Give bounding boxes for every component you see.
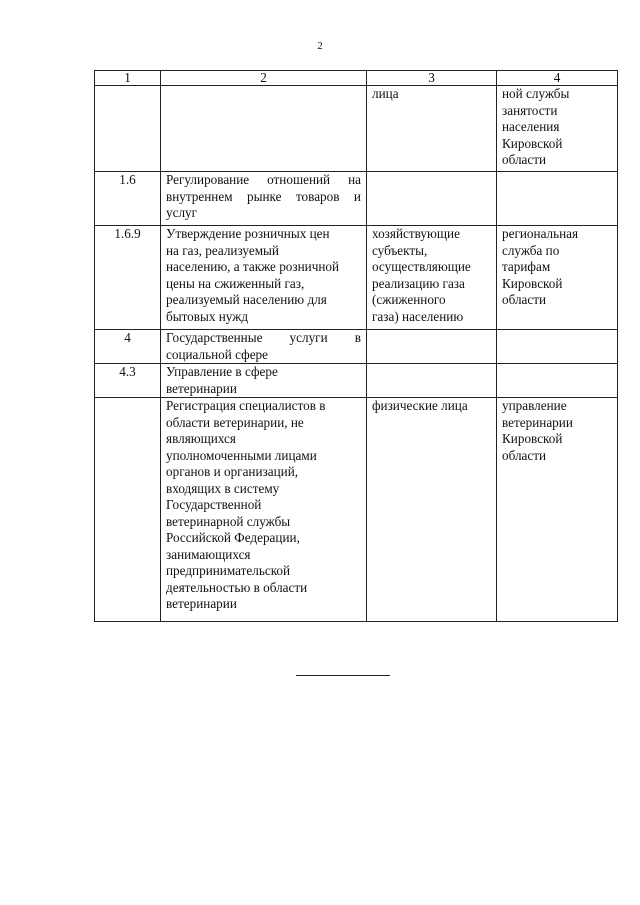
cell-line: Государственные услуги в <box>166 330 361 345</box>
cell-line: газа) населению <box>372 308 464 324</box>
row-number-cell: 4 <box>95 330 161 364</box>
cell-line: деятельностью в области <box>166 579 308 595</box>
authority-cell <box>497 86 618 172</box>
authority-cell <box>497 226 618 330</box>
cell-line: населения <box>502 119 560 134</box>
table-row <box>95 330 618 364</box>
row-number-cell <box>95 86 161 172</box>
subjects-cell <box>367 86 497 172</box>
activity-cell <box>161 172 367 226</box>
cell-line: области <box>502 152 547 167</box>
closing-rule <box>296 675 390 676</box>
table-row <box>95 364 618 398</box>
cell-line: Управление в сфере <box>166 364 278 379</box>
cell-line: внутреннем рынке товаров и <box>166 188 361 204</box>
authority-cell <box>497 330 618 364</box>
cell-line: Кировской <box>502 135 563 151</box>
cell-line: лица <box>372 86 399 101</box>
table-header-row <box>95 71 618 86</box>
cell-line: Российской Федерации, <box>166 530 300 545</box>
table-row <box>95 398 618 622</box>
cell-line: Кировской <box>502 431 563 446</box>
cell-line: занимающихся <box>166 546 251 562</box>
activity-cell <box>161 330 367 364</box>
column-header: 1 <box>95 71 161 86</box>
cell-line: услуг <box>166 205 198 220</box>
cell-line: (сжиженного <box>372 292 446 307</box>
cell-line: области <box>502 292 547 307</box>
cell-line: ветеринарии <box>166 380 237 396</box>
subjects-cell <box>367 226 497 330</box>
activity-cell <box>161 86 367 172</box>
cell-line: предпринимательской <box>166 563 291 578</box>
cell-line: ветеринарии <box>166 596 237 611</box>
cell-line: органов и организаций, <box>166 464 299 479</box>
cell-line: на газ, реализуемый <box>166 242 279 258</box>
table-row <box>95 86 618 172</box>
cell-line: населению, а также розничной <box>166 259 340 274</box>
authority-cell <box>497 398 618 622</box>
cell-line: Регистрация специалистов в <box>166 398 326 413</box>
cell-line: занятости <box>502 102 558 118</box>
cell-line: ветеринарной службы <box>166 513 291 529</box>
page-number: 2 <box>317 40 323 52</box>
cell-line: социальной сфере <box>166 346 268 362</box>
cell-line: осуществляющие <box>372 259 471 274</box>
cell-line: бытовых нужд <box>166 308 249 324</box>
column-header: 2 <box>161 71 367 86</box>
cell-line: ной службы <box>502 86 570 101</box>
activity-cell <box>161 226 367 330</box>
column-header: 3 <box>367 71 497 86</box>
cell-line: Кировской <box>502 275 563 291</box>
subjects-cell <box>367 364 497 398</box>
subjects-cell <box>367 398 497 622</box>
column-header: 4 <box>497 71 618 86</box>
cell-line: тарифам <box>502 259 551 274</box>
table-row <box>95 172 618 226</box>
cell-line: Утверждение розничных цен <box>166 226 330 241</box>
authority-cell <box>497 172 618 226</box>
activity-cell <box>161 398 367 622</box>
cell-line: являющихся <box>166 431 236 446</box>
authority-cell <box>497 364 618 398</box>
cell-line: области ветеринарии, не <box>166 414 304 430</box>
table-row <box>95 226 618 330</box>
cell-line: служба по <box>502 242 560 258</box>
row-number-cell: 1.6.9 <box>95 226 161 330</box>
cell-line: реализацию газа <box>372 275 465 291</box>
cell-line: региональная <box>502 226 579 241</box>
subjects-cell <box>367 330 497 364</box>
cell-line: уполномоченными лицами <box>166 447 317 463</box>
cell-line: Государственной <box>166 497 262 512</box>
cell-line: Регулирование отношений на <box>166 172 361 187</box>
cell-line: области <box>502 447 547 463</box>
cell-line: цены на сжиженный газ, <box>166 275 305 291</box>
cell-line: ветеринарии <box>502 414 573 430</box>
cell-line: управление <box>502 398 567 413</box>
cell-line: физические лица <box>372 398 468 413</box>
activity-cell <box>161 364 367 398</box>
row-number-cell: 4.3 <box>95 364 161 398</box>
row-number-cell <box>95 398 161 622</box>
cell-line: субъекты, <box>372 242 428 258</box>
cell-line: реализуемый населению для <box>166 292 327 307</box>
cell-line: входящих в систему <box>166 480 280 496</box>
document-table <box>94 70 618 622</box>
row-number-cell: 1.6 <box>95 172 161 226</box>
cell-line: хозяйствующие <box>372 226 460 241</box>
subjects-cell <box>367 172 497 226</box>
